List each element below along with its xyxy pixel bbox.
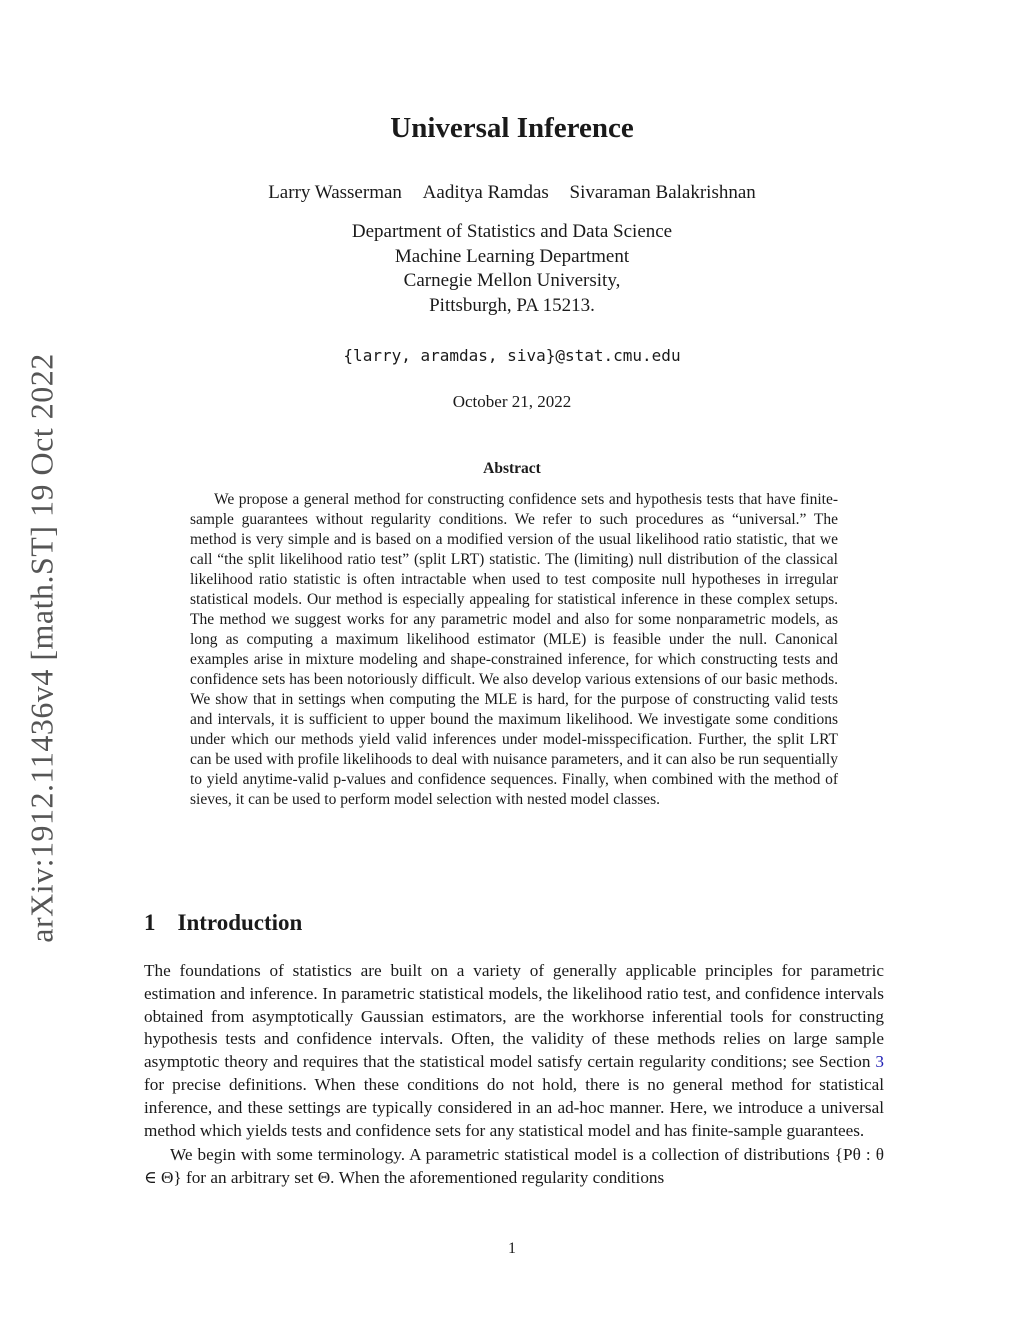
page-number: 1 — [508, 1240, 516, 1257]
paragraph-text: The foundations of statistics are built on a variety of generally applicable principles for parametric estimation and inference. In parametric statistical models, the likelihood ratio test, and confidence intervals obtained from asymptotically Gaussian estimators, are the workhorse inferential tools for constructing hypothesis tests and confidence intervals. Often, the validity of these methods relies on large sample asymptotic theory and requires that the statistical model satisfy certain regularity conditions; see Section — [144, 961, 884, 1072]
section-reference-link[interactable]: 3 — [875, 1052, 884, 1072]
author-name: Aaditya Ramdas — [422, 182, 549, 203]
author-email: {larry, aramdas, siva}@stat.cmu.edu — [343, 346, 681, 365]
section-heading — [144, 910, 302, 936]
paper-title: Universal Inference — [390, 112, 634, 144]
arxiv-identifier-stamp: arXiv:1912.11436v4 [math.ST] 19 Oct 2022 — [23, 353, 60, 943]
paragraph: We begin with some terminology. A parametric statistical model is a collection of distributions {Pθ : θ ∈ Θ} for an arbitrary set Θ. When the aforementioned regularity conditions — [144, 1145, 884, 1188]
introduction-body — [144, 960, 884, 1190]
section-title: Introduction — [177, 910, 303, 935]
affiliation-line: Machine Learning Department — [394, 245, 630, 267]
author-list — [0, 182, 1024, 204]
author-name: Larry Wasserman — [268, 182, 402, 203]
paragraph-text: for precise definitions. When these conditions do not hold, there is no general method for statistical inference, and these settings are typically considered in an ad-hoc manner. Here, we introduce a universal method which yields tests and confidence sets for any statistical model and has finite-sample guarantees. — [144, 1074, 884, 1140]
paragraph — [144, 960, 884, 1142]
abstract-text: We propose a general method for constructing confidence sets and hypothesis tests that have finite-sample guarantees without regularity conditions. We refer to such procedures as “universal.” The method is very simple and is based on a modified version of the usual likelihood ratio statistic, that we call “the split likelihood ratio test” (split LRT) statistic. The (limiting) null distribution of the classical likelihood ratio statistic is often intractable when used to test composite null hypotheses in irregular statistical models. Our method is especially appealing for statistical inference in these complex setups. The method we suggest works for any parametric model and also for some nonparametric models, as long as computing a maximum likelihood estimator (MLE) is feasible under the null. Canonical examples arise in mixture modeling and shape-constrained inference, for which constructing tests and confidence sets has been notoriously difficult. We also develop various extensions of our basic methods. We show that in settings when computing the MLE is hard, for the purpose of constructing valid tests and intervals, it is sufficient to upper bound the maximum likelihood. We investigate some conditions under which our methods yield valid inferences under model-misspecification. Further, the split LRT can be used with profile likelihoods to deal with nuisance parameters, and it can also be run sequentially to yield anytime-valid p-values and confidence sequences. Finally, when combined with the method of sieves, it can be used to perform model selection with nested model classes. — [190, 491, 838, 808]
affiliation-line: Carnegie Mellon University, — [403, 270, 621, 291]
affiliation-block — [0, 220, 1024, 318]
affiliation-line: Department of Statistics and Data Science — [351, 221, 673, 242]
affiliation-line: Pittsburgh, PA 15213. — [429, 294, 595, 316]
abstract-heading: Abstract — [483, 460, 541, 477]
author-name: Sivaraman Balakrishnan — [569, 182, 756, 203]
section-number: 1 — [144, 910, 156, 935]
paper-date: October 21, 2022 — [452, 392, 572, 411]
